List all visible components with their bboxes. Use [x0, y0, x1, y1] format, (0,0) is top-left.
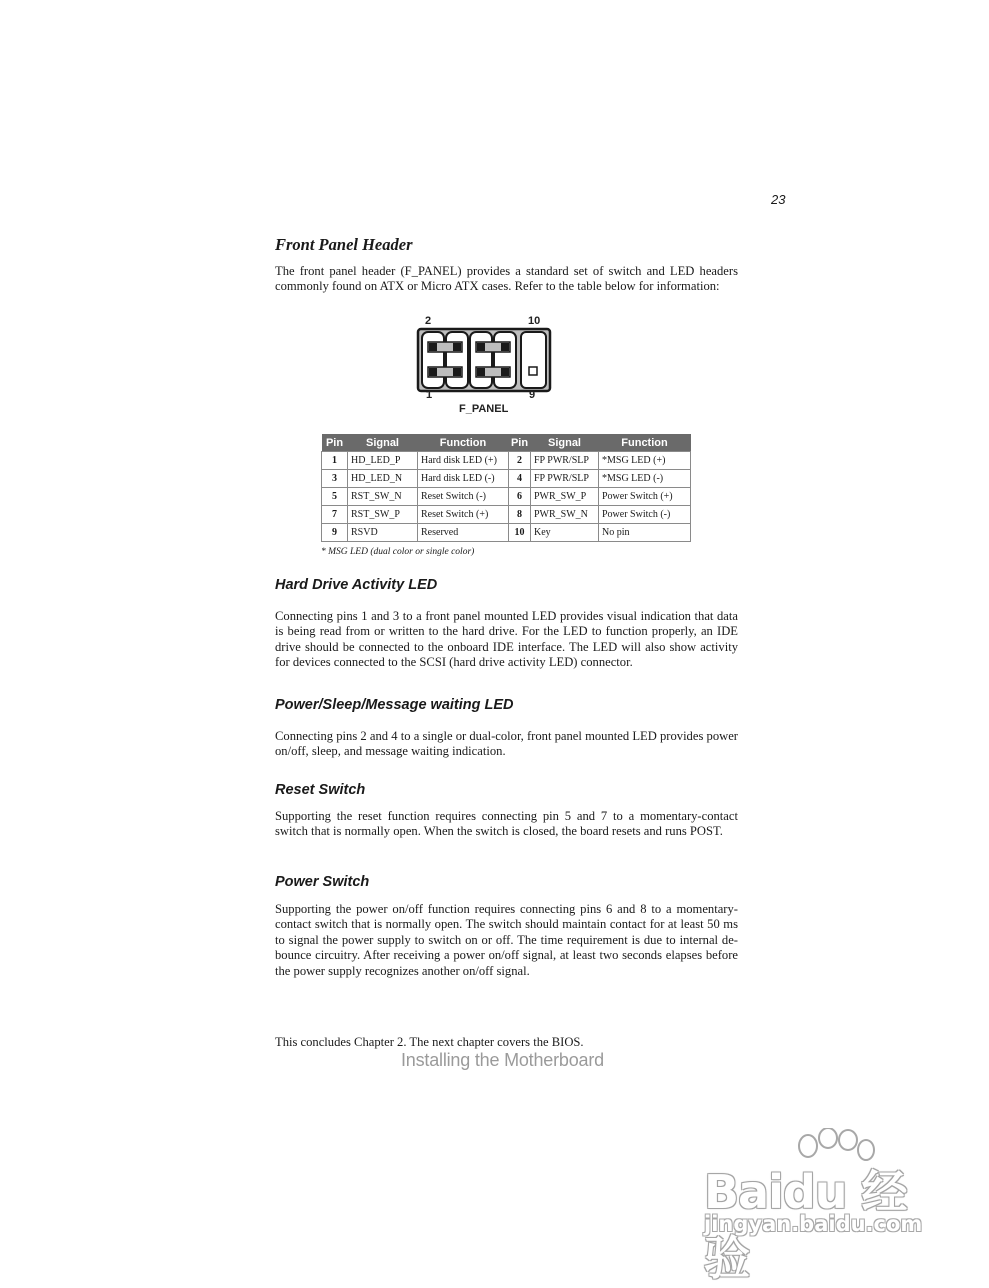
signal-cell: RST_SW_P — [348, 506, 418, 524]
pin-label-10: 10 — [528, 315, 541, 327]
pin-cell: 5 — [322, 488, 348, 506]
header-signal: Signal — [531, 434, 599, 452]
function-cell: Reset Switch (+) — [418, 506, 509, 524]
baidu-watermark — [700, 1128, 940, 1285]
power-led-text: Connecting pins 2 and 4 to a single or dual-color, front panel mounted LED provides power on/off, sleep, and message waiting indication. — [275, 729, 738, 759]
function-cell: *MSG LED (-) — [599, 470, 691, 488]
reset-switch-title: Reset Switch — [275, 782, 366, 798]
pin-cell: 7 — [322, 506, 348, 524]
signal-cell: PWR_SW_N — [531, 506, 599, 524]
signal-cell: PWR_SW_P — [531, 488, 599, 506]
function-cell: Hard disk LED (+) — [418, 452, 509, 470]
signal-cell: FP PWR/SLP — [531, 470, 599, 488]
header-function: Function — [599, 434, 691, 452]
function-cell: Power Switch (-) — [599, 506, 691, 524]
signal-cell: Key — [531, 524, 599, 542]
function-cell: Reserved — [418, 524, 509, 542]
power-switch-text: Supporting the power on/off function requires connecting pins 6 and 8 to a momentary-contact switch that is normally open. The switch should maintain contact for at least 50 ms to signal the power supply to switch on or off. The time requirement is due to internal de-bounce circuitry. After receiving a power on/off signal, at least two seconds elapses before the power supply recognizes another on/off signal. — [275, 902, 738, 978]
power-led-title: Power/Sleep/Message waiting LED — [275, 697, 514, 713]
watermark-url: jingyan.baidu.com — [704, 1212, 923, 1236]
table-footnote: * MSG LED (dual color or single color) — [321, 547, 475, 557]
pin-assignment-table — [321, 434, 691, 542]
pin-label-1: 1 — [426, 389, 433, 401]
header-pin: Pin — [322, 434, 348, 452]
table-row — [322, 470, 691, 488]
footer-chapter-title: Installing the Motherboard — [401, 1050, 604, 1070]
header-function: Function — [418, 434, 509, 452]
signal-cell: HD_LED_N — [348, 470, 418, 488]
signal-cell: FP PWR/SLP — [531, 452, 599, 470]
watermark-logo-text: Baidu 经验 — [704, 1165, 907, 1285]
page-number: 23 — [771, 192, 786, 207]
hdd-led-title: Hard Drive Activity LED — [275, 577, 438, 593]
power-switch-title: Power Switch — [275, 874, 370, 890]
f-panel-connector-diagram — [412, 312, 572, 418]
pin-label-9: 9 — [529, 389, 536, 401]
pin-cell: 8 — [509, 506, 531, 524]
header-signal: Signal — [348, 434, 418, 452]
pin-cell: 9 — [322, 524, 348, 542]
chapter-conclusion: This concludes Chapter 2. The next chapter covers the BIOS. — [275, 1035, 584, 1049]
hdd-led-text: Connecting pins 1 and 3 to a front panel mounted LED provides visual indication that data is being read from or written to the hard drive. For the LED to function properly, an IDE drive should be connected to the onboard IDE interface. The LED will also show activity for devices connected to the SCSI (hard drive activity LED) connector. — [275, 609, 738, 670]
table-row — [322, 452, 691, 470]
pin-cell: 1 — [322, 452, 348, 470]
pin-cell: 6 — [509, 488, 531, 506]
table-header-row — [322, 434, 691, 452]
pin-cell: 10 — [509, 524, 531, 542]
header-pin: Pin — [509, 434, 531, 452]
table-row — [322, 524, 691, 542]
pin-cell: 3 — [322, 470, 348, 488]
function-cell: Power Switch (+) — [599, 488, 691, 506]
table-row — [322, 506, 691, 524]
pin-label-2: 2 — [425, 315, 432, 327]
reset-switch-text: Supporting the reset function requires connecting pin 5 and 7 to a momentary-contact switch that is normally open. When the switch is closed, the board resets and runs POST. — [275, 809, 738, 839]
function-cell: Reset Switch (-) — [418, 488, 509, 506]
function-cell: *MSG LED (+) — [599, 452, 691, 470]
front-panel-header-title: Front Panel Header — [275, 235, 413, 254]
pin-cell: 2 — [509, 452, 531, 470]
signal-cell: HD_LED_P — [348, 452, 418, 470]
connector-caption: F_PANEL — [459, 403, 509, 415]
function-cell: No pin — [599, 524, 691, 542]
pin-cell: 4 — [509, 470, 531, 488]
signal-cell: RSVD — [348, 524, 418, 542]
table-row — [322, 488, 691, 506]
front-panel-intro: The front panel header (F_PANEL) provides a standard set of switch and LED headers commonly found on ATX or Micro ATX cases. Refer to the table below for information: — [275, 264, 738, 294]
function-cell: Hard disk LED (-) — [418, 470, 509, 488]
signal-cell: RST_SW_N — [348, 488, 418, 506]
